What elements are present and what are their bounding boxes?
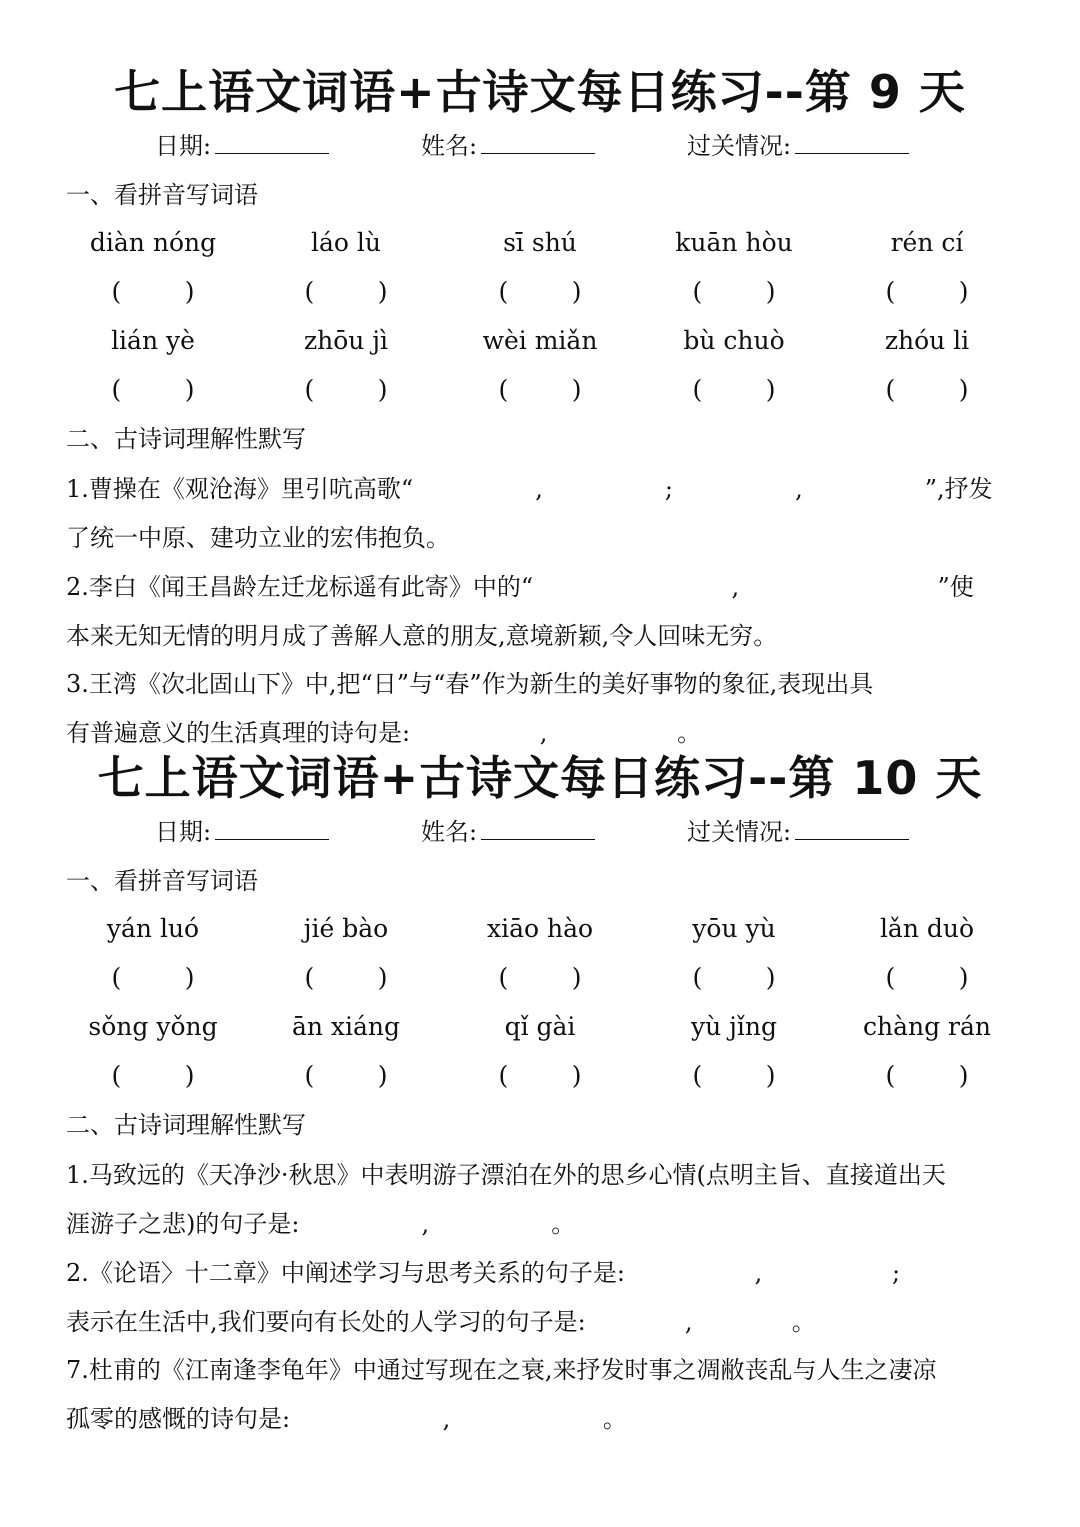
pinyin-item: xiāo hào [486,914,594,943]
date-field [155,815,329,849]
pinyin-item: bù chuò [683,326,785,355]
question-line: 7.杜甫的《江南逢李龟年》中通过写现在之衰,来抒发时事之凋敝丧乱与人生之凄凉 [66,1356,937,1384]
pinyin-item: jié bào [303,914,389,943]
question-line: 了统一中原、建功立业的宏伟抱负。 [66,524,450,552]
answer-blank[interactable]: ( ) [111,963,195,992]
answer-blank[interactable]: ( ) [304,963,388,992]
date-field [155,129,329,163]
pinyin-item: diàn nóng [89,228,217,257]
pinyin-item: yù jǐng [690,1012,778,1041]
answer-blank[interactable]: ( ) [885,375,969,404]
date-blank[interactable] [215,815,329,840]
question-line: 1.马致远的《天净沙·秋思》中表明游子漂泊在外的思乡心情(点明主旨、直接道出天 [66,1161,946,1189]
worksheet-title: 七上语文词语+古诗文每日练习--第 9 天 [114,65,966,119]
question-line: 3.王湾《次北固山下》中,把“日”与“春”作为新生的美好事物的象征,表现出具 [66,670,874,698]
question-line: 孤零的感慨的诗句是: , 。 [66,1405,627,1433]
status-field [687,129,909,163]
pinyin-item: zhóu li [884,326,970,355]
answer-blank[interactable]: ( ) [111,375,195,404]
question-line: 本来无知无情的明月成了善解人意的朋友,意境新颖,令人回味无穷。 [66,622,778,650]
name-field [421,815,595,849]
pinyin-item: lián yè [111,326,195,355]
question-line: 1.曹操在《观沧海》里引吭高歌“ , ; , ”,抒发 [66,475,993,503]
pinyin-item: láo lù [311,228,381,257]
answer-blank[interactable]: ( ) [498,963,582,992]
name-blank[interactable] [481,815,595,840]
status-field [687,815,909,849]
date-blank[interactable] [215,129,329,154]
pinyin-item: lǎn duò [879,914,975,943]
name-label: 姓名: [421,132,478,160]
answer-blank[interactable]: ( ) [885,963,969,992]
answer-blank[interactable]: ( ) [498,375,582,404]
status-blank[interactable] [795,815,909,840]
pinyin-item: wèi miǎn [482,326,598,355]
answer-blank[interactable]: ( ) [692,375,776,404]
answer-blank[interactable]: ( ) [692,963,776,992]
date-label: 日期: [155,132,212,160]
question-line: 表示在生活中,我们要向有长处的人学习的句子是: , 。 [66,1308,816,1336]
answer-blank[interactable]: ( ) [885,277,969,306]
answer-blank[interactable]: ( ) [498,1061,582,1090]
answer-blank[interactable]: ( ) [304,277,388,306]
pinyin-item: ān xiáng [291,1012,401,1041]
answer-blank[interactable]: ( ) [111,277,195,306]
pinyin-item: sī shú [503,228,577,257]
question-line: 涯游子之悲)的句子是: , 。 [66,1210,576,1238]
section-poetry-heading: 二、古诗词理解性默写 [66,425,306,453]
section-poetry-heading: 二、古诗词理解性默写 [66,1111,306,1139]
answer-blank[interactable]: ( ) [692,277,776,306]
pinyin-item: chàng rán [862,1012,991,1041]
pinyin-item: rén cí [890,228,964,257]
name-label: 姓名: [421,818,478,846]
pinyin-item: yán luó [106,914,200,943]
name-field [421,129,595,163]
question-line: 2.李白《闻王昌龄左迁龙标遥有此寄》中的“ , ”使 [66,573,974,601]
answer-blank[interactable]: ( ) [692,1061,776,1090]
status-label: 过关情况: [687,132,792,160]
pinyin-item: sǒng yǒng [88,1012,218,1041]
answer-blank[interactable]: ( ) [111,1061,195,1090]
status-blank[interactable] [795,129,909,154]
pinyin-item: qǐ gài [504,1012,576,1041]
answer-blank[interactable]: ( ) [498,277,582,306]
pinyin-item: yōu yù [692,914,776,943]
status-label: 过关情况: [687,818,792,846]
worksheet-title: 七上语文词语+古诗文每日练习--第 10 天 [97,751,983,805]
answer-blank[interactable]: ( ) [304,1061,388,1090]
date-label: 日期: [155,818,212,846]
name-blank[interactable] [481,129,595,154]
answer-blank[interactable]: ( ) [304,375,388,404]
answer-blank[interactable]: ( ) [885,1061,969,1090]
section-pinyin-heading: 一、看拼音写词语 [66,181,258,209]
pinyin-item: zhōu jì [303,326,389,355]
question-line: 有普遍意义的生活真理的诗句是: , 。 [66,719,702,747]
question-line: 2.《论语〉十二章》中阐述学习与思考关系的句子是: , ; [66,1259,901,1287]
pinyin-item: kuān hòu [675,228,793,257]
section-pinyin-heading: 一、看拼音写词语 [66,867,258,895]
